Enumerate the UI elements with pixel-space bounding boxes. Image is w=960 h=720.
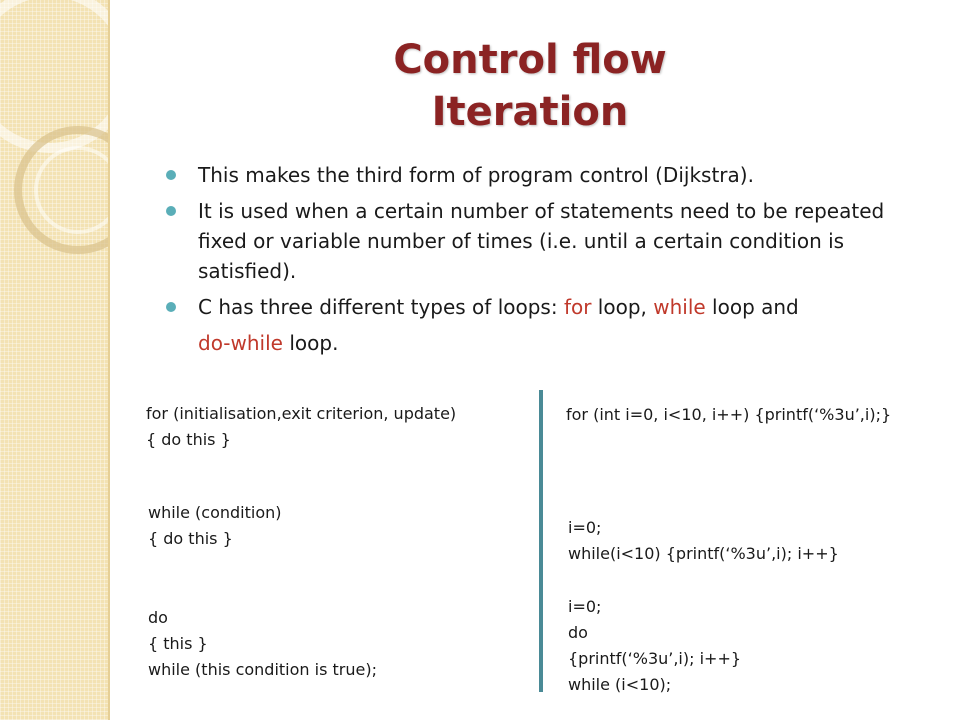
code-line: do bbox=[568, 623, 588, 642]
bullet-item bbox=[164, 292, 904, 322]
slide-title bbox=[0, 34, 960, 138]
keyword-while: while bbox=[653, 295, 706, 319]
code-line: while (i<10); bbox=[568, 675, 672, 694]
bullet-text: loop, bbox=[591, 295, 654, 319]
bullet-continuation bbox=[164, 328, 904, 358]
while-example-block bbox=[568, 515, 839, 567]
bullet-text: loop. bbox=[282, 331, 339, 355]
code-line: for (initialisation,exit criterion, update) bbox=[146, 404, 457, 423]
code-line: for (int i=0, i<10, i++) {printf(‘%3u’,i);} bbox=[566, 405, 892, 424]
code-line: { do this } bbox=[146, 430, 231, 449]
bullet-text: C has three different types of loops: bbox=[198, 295, 564, 319]
code-line: i=0; bbox=[568, 518, 602, 537]
code-line: {printf(‘%3u’,i); i++} bbox=[568, 649, 742, 668]
bullet-list bbox=[164, 160, 904, 358]
bullet-item bbox=[164, 196, 904, 286]
code-line: { this } bbox=[148, 634, 208, 653]
bullet-dot-icon bbox=[166, 206, 176, 216]
code-line: while (this condition is true); bbox=[148, 660, 377, 679]
title-line-2: Iteration bbox=[431, 89, 629, 135]
code-line: while(i<10) {printf(‘%3u’,i); i++} bbox=[568, 544, 839, 563]
title-line-1: Control flow bbox=[393, 37, 667, 83]
bullet-dot-icon bbox=[166, 170, 176, 180]
keyword-for: for bbox=[563, 295, 592, 319]
bullet-text: It is used when a certain number of statements need to be repeated fixed or variable number of times (i.e. until a certain condition is satisfied). bbox=[198, 199, 885, 283]
code-line: while (condition) bbox=[148, 503, 282, 522]
code-line: do bbox=[148, 608, 168, 627]
keyword-do-while: do-while bbox=[198, 331, 283, 355]
bullet-dot-icon bbox=[166, 302, 176, 312]
do-while-syntax-block bbox=[148, 605, 377, 683]
code-line: { do this } bbox=[148, 529, 233, 548]
for-example-block bbox=[566, 402, 891, 428]
bullet-text: This makes the third form of program control (Dijkstra). bbox=[198, 163, 754, 187]
while-syntax-block bbox=[148, 500, 282, 552]
do-while-example-block bbox=[568, 594, 741, 698]
vertical-divider bbox=[539, 390, 543, 692]
for-syntax-block bbox=[146, 401, 456, 453]
bullet-item bbox=[164, 160, 904, 190]
bullet-text: loop and bbox=[705, 295, 799, 319]
code-line: i=0; bbox=[568, 597, 602, 616]
